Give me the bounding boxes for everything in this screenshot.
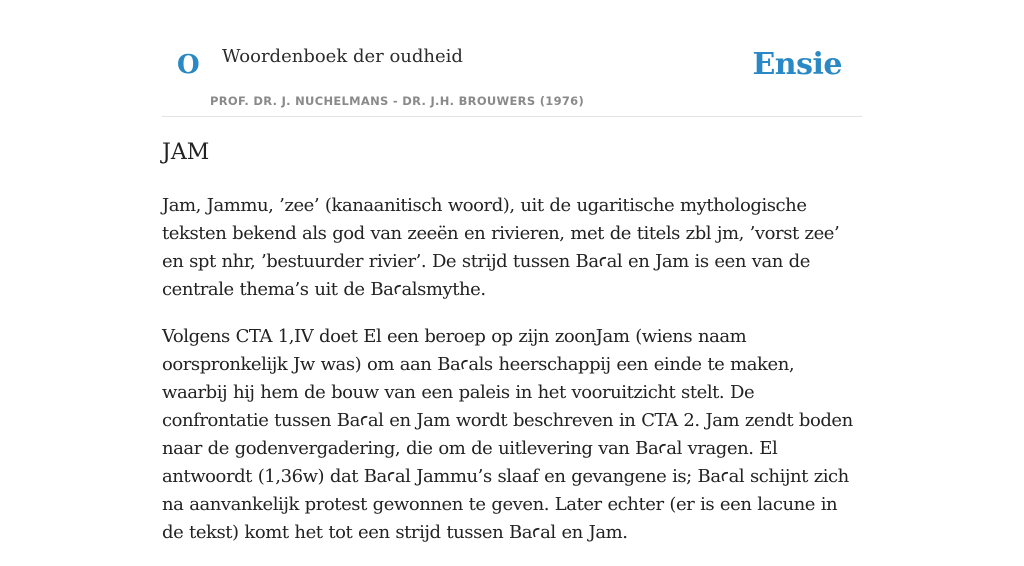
book-authors: PROF. DR. J. NUCHELMANS - DR. J.H. BROUWERS (1976) xyxy=(210,94,585,108)
dictionary-header xyxy=(162,0,862,117)
entry-paragraph-1: Jam, Jammu, ’zee’ (kanaanitisch woord), uit de ugaritische mythologische teksten bekend als god van zeeën en rivieren, met de titels zbl jm, ’vorst zee’ en spt nhr, ’bestuurder rivier’. De strijd tussen Baꜥal en Jam is een van de centrale thema’s uit de Baꜥalsmythe. xyxy=(162,195,840,300)
ensie-logo[interactable]: Ensie xyxy=(752,47,842,82)
index-letter[interactable]: O xyxy=(177,50,200,80)
entry-paragraph-2: Volgens CTA 1,IV doet El een beroep op zijn zoonJam (wiens naam oorspronkelijk Jw was) om aan Baꜥals heerschappij een einde te maken, waarbij hij hem de bouw van een paleis in het vooruitzicht stelt. De confrontatie tussen Baꜥal en Jam wordt beschreven in CTA 2. Jam zendt boden naar de godenvergadering, die om de uitlevering van Baꜥal vragen. El antwoordt (1,36w) dat Baꜥal Jammu’s slaaf en gevangene is; Baꜥal schijnt zich na aanvankelijk protest gewonnen te geven. Later echter (er is een lacune in de tekst) komt het tot een strijd tussen Baꜥal en Jam. xyxy=(162,326,853,543)
entry-body xyxy=(162,192,862,566)
entry-title: JAM xyxy=(162,140,210,165)
book-title[interactable]: Woordenboek der oudheid xyxy=(222,46,463,67)
